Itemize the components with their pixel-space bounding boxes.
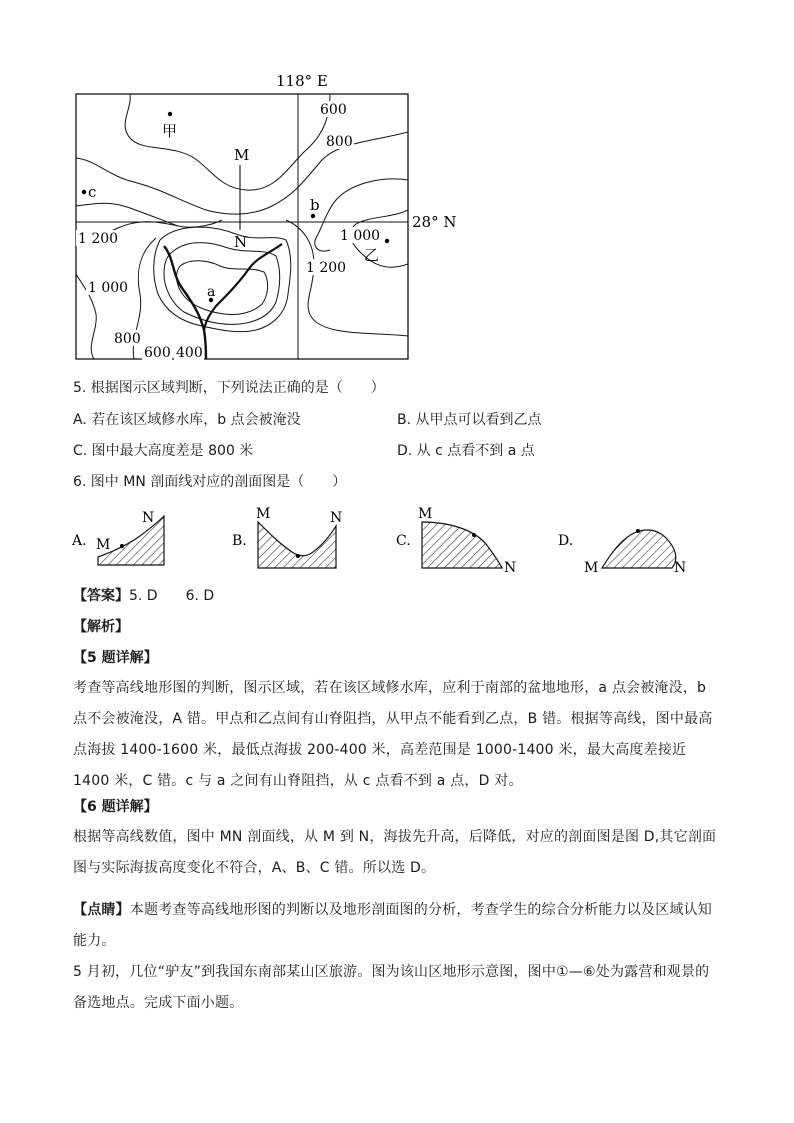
lat-label: 28° N [412,213,457,231]
q5-stem: 5. 根据图示区域判断，下列说法正确的是（ ） [73,380,385,396]
answer-text: 5. D 6. D [129,588,215,604]
section-label-m: M [234,146,250,164]
contour-label: 600 [144,345,171,361]
profile-c-label-n: N [504,560,517,576]
contour-label: 800 [114,331,141,347]
contour-label: 1 000 [88,280,129,296]
label-jia: 甲 [162,122,178,140]
tip-paragraph [73,895,723,957]
analysis-tag: 【解析】 [73,619,129,635]
label-a: a [207,284,216,300]
label-c: c [88,183,97,201]
profile-d-shape[interactable] [602,530,676,568]
profile-option-c-letter[interactable]: C. [396,533,411,549]
profile-a-label-n: N [142,510,155,526]
profile-a-label-m: M [96,537,111,553]
profile-c-shape[interactable] [422,522,502,568]
profile-d-label-m: M [584,560,599,576]
point-jia [168,112,172,116]
map-frame [76,94,408,359]
q5-option-c[interactable]: C. 图中最大高度差是 800 米 [73,443,254,459]
detail-6-body: 根据等高线数值，图中 MN 剖面线，从 M 到 N，海拔先升高，后降低，对应的剖面图是图 D,其它剖面图与实际海拔高度变化不符合，A、B、C 错。所以选 D。 [73,829,717,876]
profile-option-a-letter[interactable]: A. [72,533,87,549]
q6-profile-options [60,502,700,582]
q5-option-a[interactable]: A. 若在该区域修水库，b 点会被淹没 [73,412,301,428]
profile-b-label-m: M [256,506,271,522]
contour-label: 800 [326,134,353,150]
profile-d-dot [636,529,640,533]
q5-option-b[interactable]: B. 从甲点可以看到乙点 [397,412,542,428]
contour-map [60,68,460,368]
q6-stem: 6. 图中 MN 剖面线对应的剖面图是（ ） [73,474,347,490]
contour-label: 600 [320,102,347,118]
detail-5-body: 考查等高线地形图的判断，图示区域，若在该区域修水库，应利于南部的盆地地形，a 点会被淹没，b 点不会被淹没，A 错。甲点和乙点间有山脊阻挡，从甲点不能看到乙点，B 错。根据等高线，图中最高点海拔 1400-1600 米，最低点海拔 200-400 米，高差范围是 1000-1400 米，最大高度差接近 1400 米，C 错。c 与 a 之间有山脊阻挡，从 c 点看不到 a 点，D 对。 [73,680,713,789]
contour-label: 1 200 [306,260,347,276]
contour-label: 400 [176,345,203,361]
profile-options-svg [60,502,700,582]
tip-tag: 【点睛】 [73,902,130,918]
profile-option-d-letter[interactable]: D. [558,533,574,549]
answer-line [73,586,214,606]
detail-6-tag: 【6 题详解】 [73,799,158,815]
detail-5-tag: 【5 题详解】 [73,650,158,666]
tip-body: 本题考查等高线地形图的判断以及地形剖面图的分析，考查学生的综合分析能力以及区域认知能力。 [73,902,713,949]
profile-option-b-letter[interactable]: B. [232,533,247,549]
label-yi: 乙 [364,246,380,264]
answer-tag: 【答案】 [73,588,129,604]
point-b [311,214,315,218]
label-b: b [310,196,320,214]
lon-label: 118° E [276,72,328,90]
profile-b-label-n: N [330,510,343,526]
contour-label: 1 200 [78,231,119,247]
contour-map-figure [60,68,460,368]
q5-option-d[interactable]: D. 从 c 点看不到 a 点 [397,443,535,459]
profile-d-label-n: N [674,560,687,576]
profile-a-dot [120,544,124,548]
profile-b-dot [296,554,300,558]
point-yi [385,239,389,243]
profile-b-shape[interactable] [258,522,336,568]
section-label-n: N [234,233,248,251]
contour-label: 1 000 [340,228,381,244]
profile-c-dot [472,533,476,537]
point-c [82,190,86,194]
profile-c-label-m: M [418,506,433,522]
intro-paragraph: 5 月初，几位“驴友”到我国东南部某山区旅游。图为该山区地形示意图，图中①—⑥处为露营和观景的备选地点。完成下面小题。 [73,964,710,1011]
